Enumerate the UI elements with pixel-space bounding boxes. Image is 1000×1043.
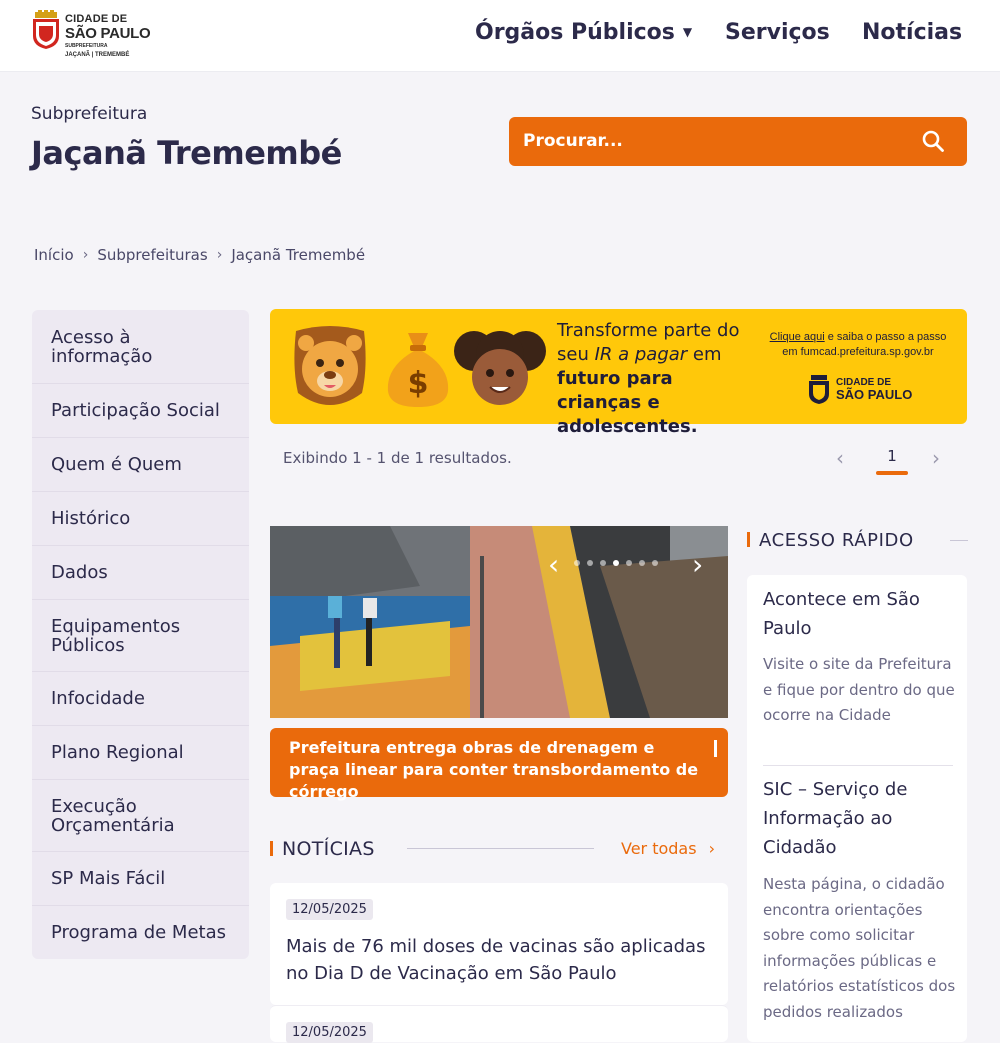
logo-line-3: SUBPREFEITURA — [65, 43, 108, 49]
banner-logo-line-1: CIDADE DE — [836, 377, 892, 388]
carousel-prev-icon[interactable]: ‹ — [548, 548, 560, 581]
banner-text-part: Transforme parte do seu — [557, 320, 740, 365]
money-bag-illustration — [380, 327, 456, 411]
carousel-caption-text[interactable]: Prefeitura entrega obras de drenagem e praça linear para conter transbordamento de córrego — [289, 738, 699, 801]
banner-link[interactable] — [763, 330, 953, 360]
logo-line-4: JAÇANÃ | TREMEMBÉ — [65, 52, 130, 58]
news-date: 12/05/2025 — [286, 1022, 373, 1043]
carousel-dot[interactable] — [574, 560, 580, 566]
svg-text:$: $ — [407, 366, 429, 401]
sidebar-item-acesso-informacao[interactable]: Acesso à informação — [32, 310, 249, 384]
sidebar-item-participacao-social[interactable]: Participação Social — [32, 384, 249, 438]
sidebar-item-equipamentos-publicos[interactable]: Equipamentos Públicos — [32, 600, 249, 672]
sidebar-item-programa-de-metas[interactable]: Programa de Metas — [51, 922, 226, 943]
chevron-down-icon: ▼ — [682, 25, 693, 39]
logo-line-2: SÃO PAULO — [65, 25, 151, 42]
sidebar-item-plano-regional[interactable]: Plano Regional — [32, 726, 249, 780]
breadcrumb-inicio[interactable]: Início — [34, 246, 74, 264]
sidebar-item-execucao-orcamentaria[interactable]: Execução Orçamentária — [32, 780, 249, 852]
carousel-dot[interactable] — [626, 560, 632, 566]
chevron-right-icon: › — [708, 839, 715, 858]
search-bar[interactable] — [509, 117, 967, 166]
top-header — [0, 0, 1000, 72]
sidebar-menu — [32, 310, 249, 959]
page-title: Jaçanã Tremembé — [31, 134, 342, 172]
nav-servicos[interactable]: Serviços — [725, 20, 830, 45]
acesso-item-description: Nesta página, o cidadão encontra orientações sobre como solicitar informações públicas e relatórios estatísticos dos pedidos realizados — [763, 875, 956, 1021]
logo-line-1: CIDADE DE — [65, 13, 128, 25]
news-title[interactable]: Mais de 76 mil doses de vacinas são aplicadas no Dia D de Vacinação em São Paulo — [286, 936, 706, 984]
news-carousel-image[interactable] — [270, 526, 728, 718]
breadcrumb-current: Jaçanã Tremembé — [231, 246, 366, 264]
nav-orgaos-publicos[interactable] — [475, 20, 692, 45]
chevron-right-icon: › — [82, 247, 89, 263]
pagination-next-icon[interactable]: › — [932, 446, 940, 470]
section-marker — [747, 532, 750, 547]
banner-text-bold: futuro para crianças e adolescentes. — [557, 368, 698, 437]
section-marker — [270, 841, 273, 856]
banner-logo-line-2: SÃO PAULO — [836, 387, 913, 402]
carousel-dot[interactable] — [587, 560, 593, 566]
carousel-photo — [270, 526, 728, 718]
sidebar-item-infocidade[interactable]: Infocidade — [32, 672, 249, 726]
banner-text-italic: IR a pagar — [594, 344, 688, 365]
acesso-rapido-card — [747, 575, 967, 1042]
banner-text — [557, 319, 757, 439]
carousel-dots — [574, 560, 658, 566]
acesso-item-heading[interactable]: SIC – Serviço de Informação ao Cidadão — [763, 779, 908, 858]
breadcrumb — [34, 246, 365, 264]
carousel-dot[interactable] — [639, 560, 645, 566]
noticias-section-title: NOTÍCIAS — [282, 838, 375, 860]
section-divider — [950, 540, 968, 541]
child-illustration — [452, 325, 548, 417]
fumcad-banner[interactable] — [270, 309, 967, 437]
page-subtitle: Subprefeitura — [31, 104, 148, 124]
acesso-item-heading[interactable]: Acontece em São Paulo — [763, 589, 920, 639]
banner-link-rest: e saiba o passo a passo em fumcad.prefeitura.sp.gov.br — [782, 331, 947, 358]
sidebar-item-historico[interactable]: Histórico — [32, 492, 249, 546]
search-input[interactable]: Procurar... — [523, 131, 623, 151]
sidebar-item-dados[interactable]: Dados — [32, 546, 249, 600]
pagination-prev-icon[interactable]: ‹ — [836, 446, 844, 470]
carousel-dot-active[interactable] — [613, 560, 619, 566]
banner-link-underlined[interactable]: Clique aqui — [769, 331, 825, 343]
ver-todas-link[interactable] — [621, 839, 715, 858]
news-card[interactable] — [270, 1005, 728, 1042]
city-seal-icon — [31, 12, 61, 50]
news-card[interactable] — [270, 883, 728, 1005]
carousel-next-icon[interactable]: › — [692, 548, 704, 581]
sidebar-item-sp-mais-facil[interactable]: SP Mais Fácil — [32, 852, 249, 906]
nav-noticias[interactable]: Notícias — [862, 20, 963, 45]
carousel-dot[interactable] — [600, 560, 606, 566]
caption-accent-bar — [714, 740, 717, 757]
carousel-dot[interactable] — [652, 560, 658, 566]
banner-city-logo — [808, 373, 918, 409]
chevron-right-icon: › — [216, 247, 223, 263]
acesso-item-divider — [763, 765, 953, 766]
sidebar-item-quem-e-quem[interactable]: Quem é Quem — [32, 438, 249, 492]
news-date: 12/05/2025 — [286, 899, 373, 920]
pagination-active-indicator — [876, 471, 908, 475]
carousel-caption[interactable] — [270, 728, 728, 801]
search-icon[interactable] — [921, 129, 945, 153]
logo-cidade-sao-paulo[interactable] — [31, 10, 171, 64]
breadcrumb-subprefeituras[interactable]: Subprefeituras — [97, 246, 208, 264]
lion-illustration — [288, 323, 372, 411]
pagination-page-current[interactable]: 1 — [887, 447, 897, 465]
nav-orgaos-label: Órgãos Públicos — [475, 20, 675, 45]
results-count: Exibindo 1 - 1 de 1 resultados. — [283, 449, 512, 467]
ver-todas-label: Ver todas — [621, 839, 697, 858]
city-seal-icon — [808, 375, 830, 405]
section-divider — [407, 848, 594, 849]
acesso-rapido-title: ACESSO RÁPIDO — [759, 530, 914, 551]
banner-text-part: em — [687, 344, 722, 365]
acesso-item-description: Visite o site da Prefeitura e fique por dentro do que ocorre na Cidade — [763, 655, 955, 725]
